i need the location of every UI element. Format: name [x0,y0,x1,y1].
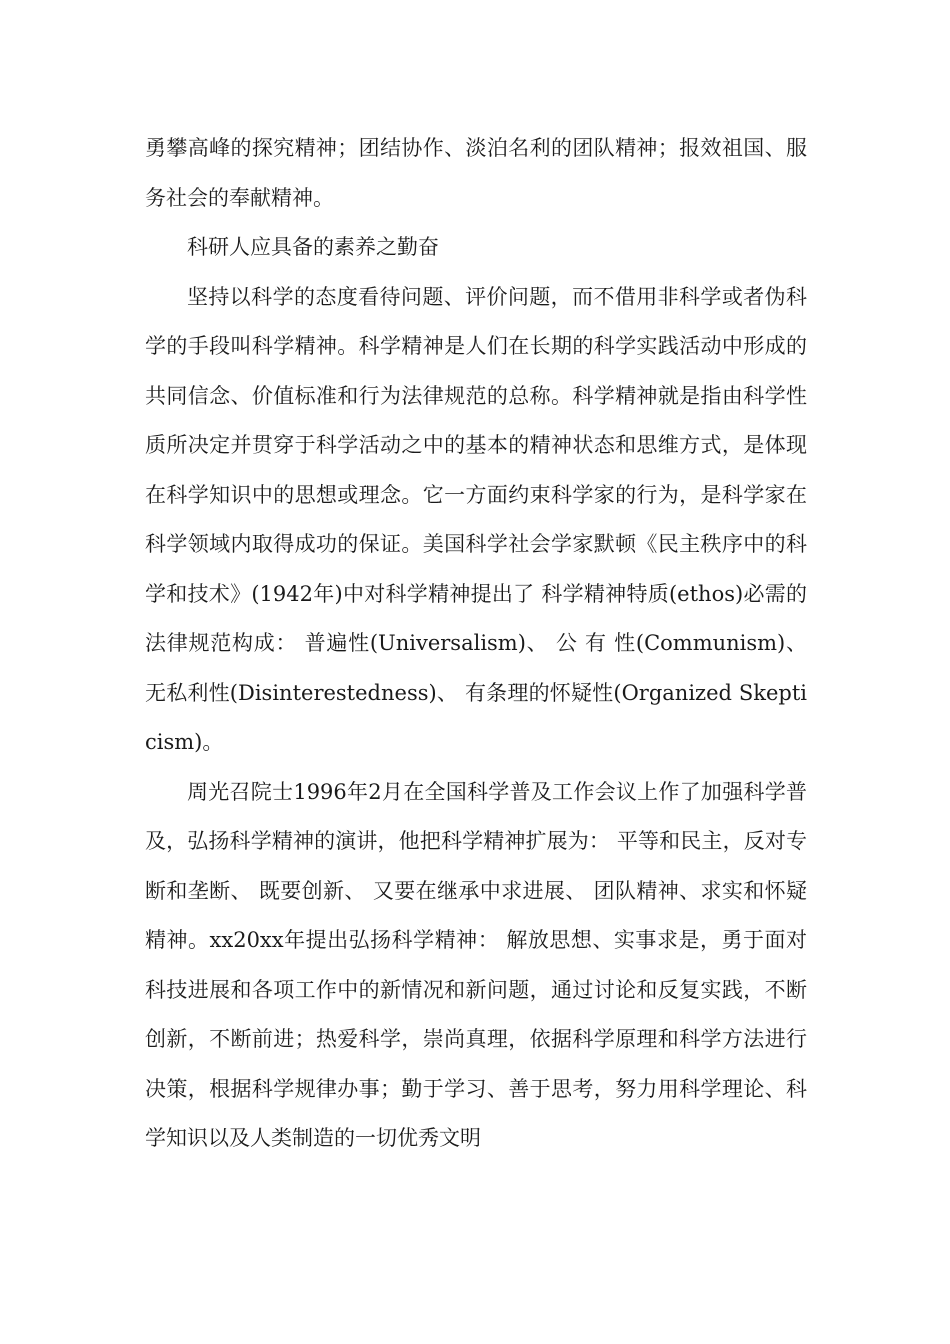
document-body [145,124,807,1164]
section-heading: 科研人应具备的素养之勤奋 [187,235,439,259]
paragraph-science-spirit: 坚持以科学的态度看待问题、评价问题，而不借用非科学或者伪科学的手段叫科学精神。科学精神是人们在长期的科学实践活动中形成的共同信念、价值标准和行为法律规范的总称。科学精神就是指由科学性质所决定并贯穿于科学活动之中的基本的精神状态和思维方式，是体现在科学知识中的思想或理念。它一方面约束科学家的行为，是科学家在科学领域内取得成功的保证。美国科学社会学家默顿《民主秩序中的科学和技术》(1942年)中对科学精神提出了 科学精神特质(ethos)必需的法律规范构成： 普遍性(Universalism)、 公 有 性(Communism)、 无私利性(Disinterestedness)、 有条理的怀疑性(Organized Skepticism)。 [145,284,807,754]
paragraph-zhou-guangzhao: 周光召院士1996年2月在全国科学普及工作会议上作了加强科学普及，弘扬科学精神的演讲，他把科学精神扩展为： 平等和民主，反对专断和垄断、 既要创新、 又要在继承中求进展、 团队精神、求实和怀疑精神。xx20xx年提出弘扬科学精神： 解放思想、实事求是，勇于面对科技进展和各项工作中的新情况和新问题，通过讨论和反复实践，不断创新，不断前进；热爱科学，崇尚真理，依据科学原理和科学方法进行决策，根据科学规律办事；勤于学习、善于思考，努力用科学理论、科学知识以及人类制造的一切优秀文明 [145,779,807,1150]
paragraph-continuation: 勇攀高峰的探究精神；团结协作、淡泊名利的团队精神；报效祖国、服务社会的奉献精神。 [145,136,807,210]
